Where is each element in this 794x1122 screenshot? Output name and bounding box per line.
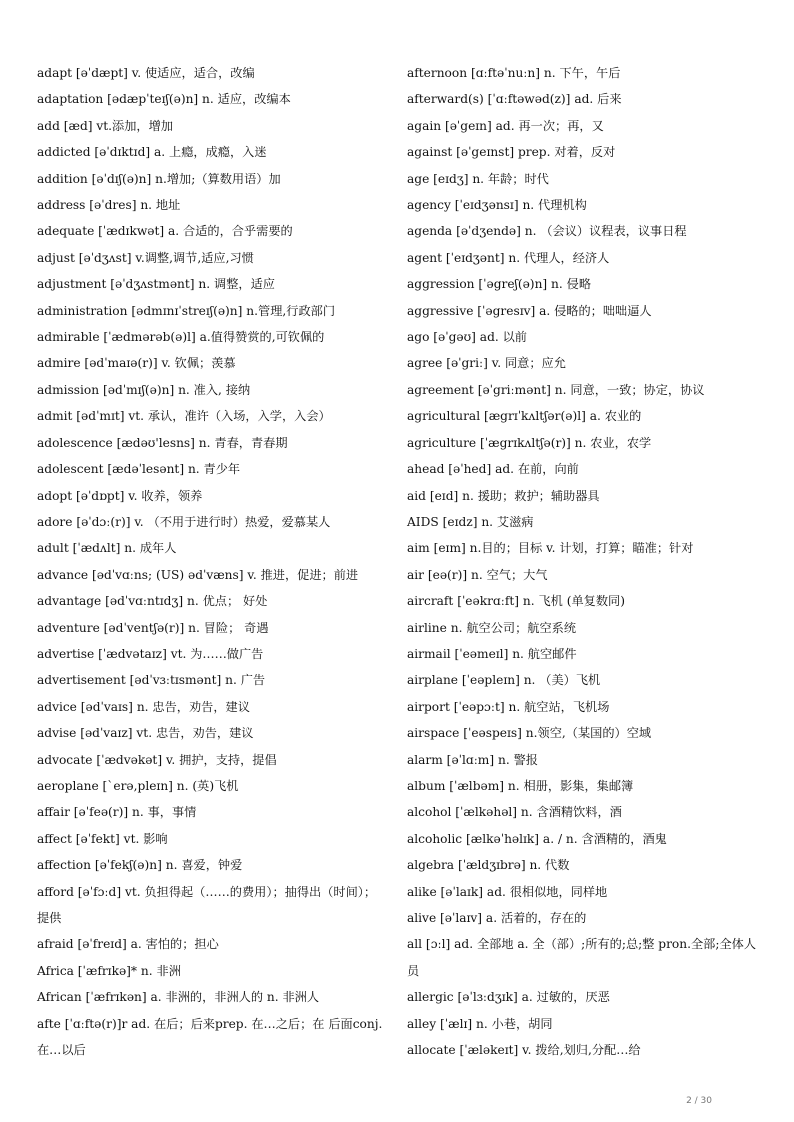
entry: agricultural [ægrɪˈkʌltʃər(ə)l] a. 农业的 <box>407 409 642 424</box>
entry: alike [əˈlaɪk] ad. 很相似地，同样地 <box>407 884 608 899</box>
entry: album [ˈælbəm] n. 相册，影集，集邮簿 <box>407 778 634 793</box>
entry: allocate [ˈæləkeɪt] v. 拨给,划归,分配…给 <box>407 1043 641 1058</box>
entry: again [əˈgeɪn] ad. 再一次；再，又 <box>407 118 604 133</box>
entry: adapt [əˈdæpt] v. 使适应，适合，改编 <box>37 66 255 80</box>
entry: add [æd] vt.添加，增加 <box>37 118 173 133</box>
entry: afterward(s) [ˈɑːftəwəd(z)] ad. 后来 <box>407 92 622 107</box>
entry: aim [eɪm] n.目的；目标 v. 计划，打算；瞄准；针对 <box>407 541 694 556</box>
entry: address [əˈdres] n. 地址 <box>37 198 181 213</box>
entry: agency [ˈeɪdʒənsɪ] n. 代理机构 <box>407 198 587 213</box>
entry: advise [ədˈvaɪz] vt. 忠告，劝告，建议 <box>37 726 254 741</box>
page-number: 2 / 30 <box>686 1096 712 1106</box>
entry: agent [ˈeɪdʒənt] n. 代理人，经济人 <box>407 250 610 265</box>
entry: admire [ədˈmaɪə(r)] v. 钦佩；羡慕 <box>37 356 236 371</box>
entry: adaptation [ədæpˈteɪʃ(ə)n] n. 适应，改编本 <box>37 92 291 107</box>
entry: AIDS [eɪdz] n. 艾滋病 <box>407 514 534 529</box>
entry: alcoholic [ælkəˈhəlɪk] a. / n. 含酒精的，酒鬼 <box>407 831 667 846</box>
entry: aircraft [ˈeəkrɑːft] n. 飞机 (单复数同) <box>407 594 625 609</box>
entry: affect [əˈfekt] vt. 影响 <box>37 831 168 846</box>
entry: airspace [ˈeəspeɪs] n.领空,（某国的）空域 <box>407 726 652 741</box>
entry: afraid [əˈfreɪd] a. 害怕的；担心 <box>37 937 219 952</box>
entry: adore [əˈdɔː(r)] v. （不用于进行时）热爱，爱慕某人 <box>37 514 331 529</box>
left-column <box>37 60 387 1063</box>
entry: adjustment [əˈdʒʌstmənt] n. 调整，适应 <box>37 277 275 292</box>
entry: ahead [əˈhed] ad. 在前，向前 <box>407 462 579 477</box>
entry: African [ˈæfrɪkən] a. 非洲的，非洲人的 n. 非洲人 <box>37 990 320 1005</box>
entry: adolescent [ædəˈlesənt] n. 青少年 <box>37 462 241 477</box>
entry: admission [ədˈmɪʃ(ə)n] n. 准入, 接纳 <box>37 382 251 397</box>
entry: administration [ədmɪnɪˈstreɪʃ(ə)n] n.管理,行政部门 <box>37 303 336 318</box>
entry: adjust [əˈdʒʌst] v.调整,调节,适应,习惯 <box>37 250 254 265</box>
entry: adopt [əˈdɒpt] v. 收养，领养 <box>37 488 203 503</box>
entry: aggression [ˈəgreʃ(ə)n] n. 侵略 <box>407 277 592 292</box>
entry: agriculture [ˈægrɪkʌltʃə(r)] n. 农业，农学 <box>407 435 652 450</box>
entry: adolescence [ædəʊ'lesns] n. 青春，青春期 <box>37 435 288 450</box>
entry: afternoon [ɑːftəˈnuːn] n. 下午，午后 <box>407 66 621 80</box>
entry: age [eɪdʒ] n. 年龄；时代 <box>407 171 549 186</box>
entry: ago [əˈgəʊ] ad. 以前 <box>407 330 527 345</box>
entry: aeroplane [`erə,pleɪn] n. (英)飞机 <box>37 778 239 793</box>
entry: addition [əˈdɪʃ(ə)n] n.增加;（算数用语）加 <box>37 171 281 186</box>
entry: airmail [ˈeəmeɪl] n. 航空邮件 <box>407 646 577 661</box>
entry: adult [ˈædʌlt] n. 成年人 <box>37 541 177 556</box>
right-column <box>407 60 765 1063</box>
entry: all [ɔːl] ad. 全部地 a. 全（部）;所有的;总;整 pron.全部;全体人员 <box>407 937 757 978</box>
entry: alive [əˈlaɪv] a. 活着的，存在的 <box>407 911 587 925</box>
entry: affair [əˈfeə(r)] n. 事，事情 <box>37 805 197 820</box>
entry: advance [ədˈvɑːns; (US) ədˈvæns] v. 推进，促进；前进 <box>37 567 359 582</box>
entry: advocate [ˈædvəkət] v. 拥护，支持，提倡 <box>37 752 277 767</box>
entry: agenda [əˈdʒendə] n. （会议）议程表，议事日程 <box>407 224 687 239</box>
entry: advertisement [ədˈvɜːtɪsmənt] n. 广告 <box>37 673 266 688</box>
entry: agree [əˈgriː] v. 同意；应允 <box>407 356 566 371</box>
entry: aid [eɪd] n. 援助；救护；辅助器具 <box>407 488 600 503</box>
entry: Africa [ˈæfrɪkə]* n. 非洲 <box>37 963 181 978</box>
entry: affection [əˈfekʃ(ə)n] n. 喜爱，钟爱 <box>37 858 243 873</box>
entry: airplane [ˈeəpleɪn] n. （美）飞机 <box>407 673 601 688</box>
entry: admirable [ˈædmərəb(ə)l] a.值得赞赏的,可钦佩的 <box>37 330 325 345</box>
entry: airline n. 航空公司；航空系统 <box>407 620 577 635</box>
entry: against [əˈgeɪnst] prep. 对着，反对 <box>407 145 616 160</box>
entry: advertise [ˈædvətaɪz] vt. 为……做广告 <box>37 646 264 661</box>
entry: allergic [əˈlɜːdʒɪk] a. 过敏的，厌恶 <box>407 990 610 1005</box>
entry: adequate [ˈædɪkwət] a. 合适的，合乎需要的 <box>37 224 293 239</box>
entry: admit [ədˈmɪt] vt. 承认，准许（入场，入学，入会） <box>37 409 331 424</box>
entry: alarm [əˈlɑːm] n. 警报 <box>407 752 538 767</box>
entry: adventure [ədˈventʃə(r)] n. 冒险； 奇遇 <box>37 620 269 635</box>
entry: advantage [ədˈvɑːntɪdʒ] n. 优点； 好处 <box>37 594 268 609</box>
entry: algebra [ˈældʒɪbrə] n. 代数 <box>407 858 570 873</box>
entry: alley [ˈælɪ] n. 小巷，胡同 <box>407 1016 553 1031</box>
entry: aggressive [ˈəgresɪv] a. 侵略的；咄咄逼人 <box>407 303 652 318</box>
entry: agreement [əˈgriːmənt] n. 同意，一致；协定，协议 <box>407 382 705 397</box>
entry: afte [ˈɑːftə(r)]r ad. 在后；后来prep. 在…之后；在 后面conj. 在…以后 <box>37 1016 383 1058</box>
entry: afford [əˈfɔːd] vt. 负担得起（……的费用）；抽得出（时间）；提供 <box>37 884 377 925</box>
entry: advice [ədˈvaɪs] n. 忠告，劝告，建议 <box>37 699 250 714</box>
entry: alcohol [ˈælkəhəl] n. 含酒精饮料，酒 <box>407 805 622 820</box>
entry: addicted [əˈdɪktɪd] a. 上瘾，成瘾，入迷 <box>37 145 267 160</box>
entry: airport [ˈeəpɔːt] n. 航空站，飞机场 <box>407 699 610 714</box>
entry: air [eə(r)] n. 空气；大气 <box>407 567 548 582</box>
